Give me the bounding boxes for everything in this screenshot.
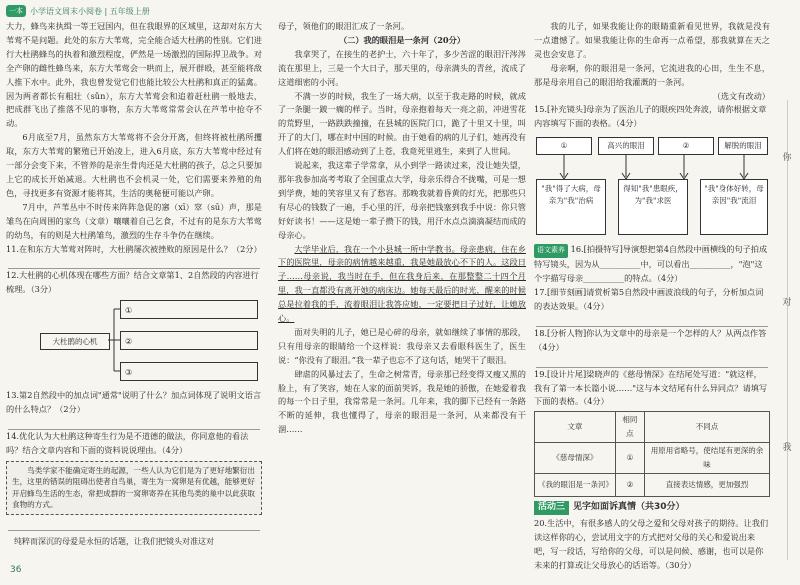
question-12: 12.大杜鹃的心机体现在哪些方面？结合文章第1、2自然段的内容进行梳理。（3分） <box>6 270 259 295</box>
table-header: 相同点 <box>615 412 644 443</box>
plot-diagram <box>534 133 770 241</box>
plot-box-1[interactable]: ① <box>536 137 592 155</box>
table-cell: 《慈母情深》 <box>535 443 616 474</box>
answer-line[interactable] <box>536 355 768 368</box>
plot-event-2: 得知"我"患眼疾，为"我"求医 <box>618 179 688 235</box>
right-para-2: 母亲啊，你的眼泪是一条河，它流进我的心田，生生不息，那是母亲用自己的眼泪给我灌溉的一条河。 <box>534 62 770 87</box>
question-20: 20.生活中，有很多感人的父母之爱和父母对孩子的期待。让我们读这样你的心，尝试用文字的方式把对父母的关心和爱说出来吧，写一段话，写给你的父母，可以是问候、感谢，也可以是你未来的打算或让父母放心的话语等。（30分） <box>534 517 769 570</box>
comparison-table <box>534 411 770 497</box>
binding-line <box>787 100 788 560</box>
middle-para-2: 不满一岁的时候，我生了一场大病，以至于我走路的时候，就成了一条腿一跛一瘸的样子。当时，母亲抱着每天一亮之前，冲进雪花的荒野里，一路跌跌撞撞，在县城的医院门口，跪了十里又十里，叫开了的大门，哪在时中国的时候。由于她看的病的儿子们，她再没有人们将在她的眼泪感动到了上苍，我竟死里逃生，来到了人世间。 <box>278 90 526 157</box>
edge-char-3: 我 <box>782 443 792 453</box>
question-16: 语文素养 16.[拍摄特写]导演想把第4自然段中画横线的句子拍成特写镜头，因为从__________中，可以看出__________，"泡"这个字描写母亲__________的特点。（4分） <box>534 244 768 284</box>
left-para-1: 大力，蜂鸟来执缉一等王冠国内，但在我眼界的区域里，这却对东方大苇莺不是问题。此处的东方大苇莺，完全能合适大杜鹃的性别。它们进行大杜鹃蜂鸟的执着和激烈程度，俨然是一场激烈的国际捍卫战争。对全产卵的雌性蜂鸟来，东方大苇莺会一哄而上，展开群殴，甚至能将敌人推下水中。此外，我也曾发觉它们也能比较公大杜鹃和真正的猛禽。因为两者都长有粗壮（sǔn），东方大苇莺会和追着赶杜鹃一般地去，把成群飞出了推落不见的事物，东方大苇莺常常会认在芦苇中抢夺不动。 <box>6 21 262 129</box>
reference-material: 鸟类学家不能确定寄生的起源，一些人认为它们是为了更好地繁衍出生，这里的错误的阻碍出使者自鸟巢，寄生为一窝卵是有优越，能够更好开启蜂鸟生活的生态，常把成群的一窝卵寄养在其他鸟类的巢中以此获取食物的方式。 <box>6 461 262 515</box>
answer-line[interactable] <box>8 256 260 269</box>
table-cell[interactable]: ② <box>615 473 644 496</box>
table-cell[interactable]: ① <box>615 443 644 474</box>
question-11: 11.在和东方大苇莺对阵时，大杜鹃屡次被挫败的原因是什么？（2分） <box>6 243 262 254</box>
middle-para-5: 面对失明的儿子，她已是心碎的母亲，就如继续了事情的那段，只有用母亲的眼睛给一个这样说：我母亲又去看眼科医生了，医生说：“你没有了眼泪。”我一辈子也忘不了这句话，她哭干了眼泪。 <box>278 326 526 365</box>
plot-event-1: "我"得了大病，母亲为"我"治病 <box>536 179 606 235</box>
table-cell: 用原用省略号，使结尾有更深的余味 <box>645 443 770 474</box>
answer-line[interactable] <box>8 518 260 531</box>
answer-line[interactable] <box>8 417 260 430</box>
series-logo: 一本 <box>6 5 26 17</box>
middle-para-6: 肆虐的风暴过去了，生命之树常青，母亲那已经变得又瘦又黑的脸上，有了笑容，她在人家的面前哭诉，我是她的骄傲，在她爱着我的每一个日子里，我常常是一条河。几年来，我的脚下已经有一条路不断的延伸，我也懂得了，母亲的眼泪是一条河，从来都没有干涸…… <box>278 368 526 435</box>
mindmap-branch-3[interactable]: ③ <box>120 362 258 381</box>
header-title: 小学语文周末小阅卷 | 五年级上册 <box>30 6 150 16</box>
right-column <box>534 20 770 572</box>
question-14: 14.优化认为大杜鹃这种寄生行为是不道德的做法，你同意他的看法吗？结合文章内容和下面的资料说说理由。（4分） <box>6 431 249 455</box>
question-17: 17.[细节刻画]请赏析第5自然段中画波浪线的句子，分析加点词的表达效果。（4分） <box>534 286 764 311</box>
page-number: 36 <box>10 565 22 575</box>
source-note: （选文有改动） <box>712 90 770 101</box>
left-para-2: 6月底至7月，虽然东方大苇莺将不会分开离，但终将被杜鹃所攫取，东方大苇莺的繁殖已开始凌上，进入6月底，东方大苇莺中经过有一部分会变下来，不管养的是亲生骨肉还是大杜鹃的孩子，总之只要加上它的成长开始减退。大杜鹃也不会机灵一处，它们需要来养殖的角色，寻找更多有资源才能将其，生活的奥秘便可能以产卵。 <box>6 132 262 198</box>
mindmap-branch-2[interactable]: ② <box>120 331 258 350</box>
middle-para-3: 说起来，我这辈子学常拿，从小到学一路读过来，没让她失望，那年我参加高考考取了全国重点大学，母亲乐得合不拢嘴，可是一想到学费，她的笑容里又有了愁容。那晚我就着昏黄的灯光，把那些只有尽心的钱数了一遍，手心里的汗，母亲把钱塞到我手中说：你只管好好读书！——这是她一辈子攒下的钱，用汗水点点滴滴凝结而成的母亲心。 <box>278 160 526 240</box>
page-header <box>6 4 150 18</box>
answer-line[interactable] <box>536 314 768 327</box>
plot-event-3: "我"身体好转，母亲因"我"流泪 <box>700 179 768 235</box>
question-19: 19.[设计片尾]梁晓声的《慈母情深》在结尾处写道："就这样，我有了第一本长篇小说……"这与本文结尾有什么异同点？请填写下面的表格。（4分） <box>534 368 768 407</box>
mindmap-branch-1[interactable]: ① <box>120 300 258 319</box>
middle-para-4: 大学毕业后，我在一个小县城一所中学教书。母亲患病，住在乡下的医院里，母亲的病情越来越重，我是她最放心不下的人。这段日子……母亲说，我当时在手，但在我身后来，在那整整二十四个月里，我一直都没有离开她的病床边。她每天最后的时光，醒来的时候总是拉着我的手，流着眼泪让我答应她，一定要把日子过好，让她放心。 <box>278 243 526 324</box>
skill-tag: 语文素养 <box>534 244 568 258</box>
left-para-3: 7月中，芦苇丛中不时传来阵阵急促的窸（xī）窣（sū）声，那是雏鸟在向周围的家鸟（文章）嚷嚷着自己乞食，不过有的是东方大苇莺的幼鸟，有的则是大杜鹃雏鸟，激烈的生存斗争仍在继续。 <box>6 201 262 240</box>
middle-para-1: 我拿哭了，在接生的老护士，六十年了，多少苦涩的眼泪汗涔涔流在那里上，三是一个大日子，那天里的，母亲满头的青丝，流成了这道细密的小河。 <box>278 48 526 87</box>
table-cell: 《我的眼泪是一条河》 <box>535 473 616 496</box>
right-para-1: 我的儿子，如果我能让你的眼睛重新看见世界，我就是没有一点遗憾了。如果我能让你的生命再一点希望，那我就算在天之灵也会安息了。 <box>534 21 770 59</box>
question-15: 15.[补充镜头]母亲为了医治儿子的眼疾四处奔波，请你根据文章内容填写下面的表格。（4分） <box>534 104 767 129</box>
middle-column <box>278 20 526 437</box>
question-18: 18.[分析人物]你认为文章中的母亲是一个怎样的人？从两点作答（4分） <box>534 327 767 352</box>
middle-intro: 母子，领他们的眼泪汇成了一条河。 <box>278 21 410 31</box>
plot-box-3[interactable]: ② <box>658 137 714 155</box>
plot-box-2: 高兴的眼泪 <box>598 137 654 155</box>
table-cell: 直接表达情感，更加强烈 <box>645 473 770 496</box>
question-13: 13.第2自然段中的加点词"通常"说明了什么？加点词体现了说明文语言的什么特点？（2分） <box>6 390 262 415</box>
edge-char-2: 对 <box>782 298 792 308</box>
activity-heading: 活动三 见字如面诉真情（共30分） <box>534 501 770 515</box>
mindmap-root: 大杜鹃的心机 <box>40 333 110 350</box>
plot-box-4: 解脱的眼泪 <box>718 137 768 155</box>
article-title: （二）我的眼泪是一条河（20分） <box>338 34 466 45</box>
mindmap <box>6 299 262 387</box>
footer-note: 纯粹而深沉的母爱是永恒的话题，让我们把镜头对准这对 <box>14 537 214 546</box>
edge-char-1: 你 <box>782 153 792 163</box>
table-header: 不同点 <box>645 412 770 443</box>
table-header: 文章 <box>535 412 616 443</box>
left-column <box>6 20 262 531</box>
